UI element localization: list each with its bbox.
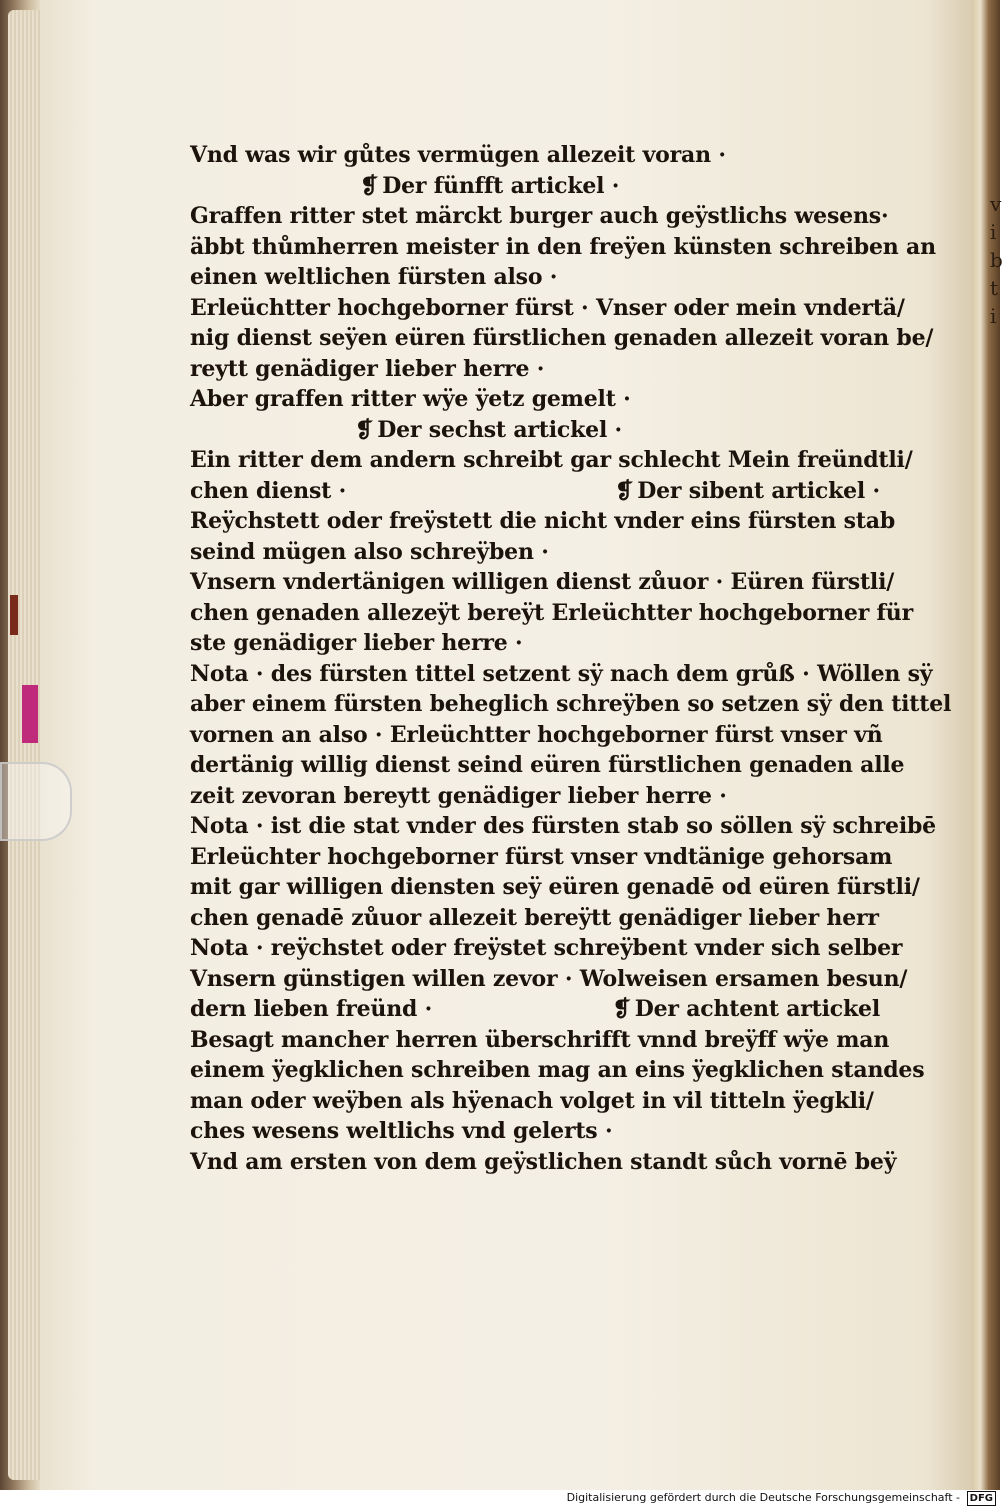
- text-line: Vnsern vndertänigen willigen dienst zůuor · Eüren fürstli/: [190, 569, 895, 595]
- text-line: Reÿchstett oder freÿstett die nicht vnder eins fürsten stab: [190, 508, 896, 534]
- text-line: reytt genädiger lieber herre ·: [190, 355, 545, 382]
- margin-glyph: i: [990, 304, 997, 328]
- text-line: Nota · ist die stat vnder des fürsten stab so söllen sÿ schreibē: [190, 813, 936, 839]
- facing-page-margin-text: [990, 190, 1003, 330]
- text-line: dertänig willig dienst seind eüren fürstlichen genaden alle: [190, 752, 905, 778]
- text-line: chen genadē zůuor allezeit bereÿtt genädiger lieber herr: [190, 904, 879, 931]
- page-text-block: [190, 140, 952, 1177]
- text-line: Vnd am ersten von dem geÿstlichen standt sůch vornē beÿ: [190, 1148, 897, 1175]
- footer-credit-text: Digitalisierung gefördert durch die Deutsche Forschungsgemeinschaft -: [566, 1491, 960, 1504]
- text-line: Vnsern günstigen willen zevor · Wolweisen ersamen besun/: [190, 965, 908, 992]
- pilcrow-icon: ❡: [360, 172, 379, 199]
- margin-glyph: t: [990, 276, 999, 300]
- page-clip: [0, 762, 72, 841]
- section-heading: [190, 415, 890, 446]
- pilcrow-icon: ❡: [615, 477, 634, 504]
- text-line: Vnd was wir gůtes vermügen allezeit voran ·: [190, 142, 726, 168]
- line-text: chen dienst ·: [190, 477, 347, 504]
- text-line: Graffen ritter stet märckt burger auch geÿstlichs wesens·: [190, 203, 889, 229]
- pilcrow-icon: ❡: [612, 996, 631, 1022]
- section-heading: [190, 171, 890, 202]
- text-line: Besagt mancher herren überschrifft vnnd breÿff wÿe man: [190, 1026, 890, 1053]
- pilcrow-icon: ❡: [355, 416, 374, 443]
- text-line: seind mügen also schreÿben ·: [190, 538, 549, 565]
- text-line: ches wesens weltlichs vnd gelerts ·: [190, 1118, 613, 1144]
- text-line: vornen an also · Erleüchtter hochgeborner fürst vnser vñ: [190, 721, 883, 748]
- margin-glyph: i: [990, 220, 997, 244]
- margin-glyph: v: [990, 192, 1002, 216]
- text-line: ste genädiger lieber herre ·: [190, 630, 523, 656]
- text-line: Aber graffen ritter wÿe ÿetz gemelt ·: [190, 386, 631, 412]
- text-line: Erleüchtter hochgeborner fürst · Vnser oder mein vndertä/: [190, 294, 905, 321]
- text-line: chen genaden allezeÿt bereÿt Erleüchtter hochgeborner für: [190, 599, 913, 626]
- text-line: äbbt thůmherren meister in den freÿen künsten schreiben an: [190, 233, 936, 260]
- heading-text: Der sibent artickel ·: [637, 477, 880, 504]
- heading-text: Der fünfft artickel ·: [382, 172, 620, 199]
- text-line: Nota · reÿchstet oder freÿstet schreÿbent vnder sich selber: [190, 935, 903, 961]
- text-line: einen weltlichen fürsten also ·: [190, 264, 558, 290]
- text-line: man oder weÿben als hÿenach volget in vil titteln ÿegkli/: [190, 1087, 874, 1114]
- pink-bookmark-strip: [22, 685, 38, 743]
- section-heading: [612, 994, 890, 1025]
- dfg-logo: DFG: [967, 1491, 996, 1506]
- section-heading: [615, 476, 890, 507]
- text-line: mit gar willigen diensten seÿ eüren genadē od eüren fürstli/: [190, 874, 920, 900]
- text-line: aber einem fürsten beheglich schreÿben so setzen sÿ den tittel: [190, 691, 952, 717]
- text-line: nig dienst seÿen eüren fürstlichen genaden allezeit voran be/: [190, 325, 934, 351]
- text-line: zeit zevoran bereytt genädiger lieber herre ·: [190, 782, 727, 809]
- text-line: [190, 994, 890, 1025]
- text-line: Ein ritter dem andern schreibt gar schlecht Mein freündtli/: [190, 447, 913, 473]
- text-line: Erleüchter hochgeborner fürst vnser vndtänige gehorsam: [190, 843, 893, 870]
- text-line: einem ÿegklichen schreiben mag an eins ÿegklichen standes: [190, 1057, 925, 1083]
- left-page-stack: [8, 10, 40, 1480]
- text-line: [190, 476, 890, 507]
- text-line: Nota · des fürsten tittel setzent sÿ nach dem grůß · Wöllen sÿ: [190, 660, 933, 687]
- digitization-footer: [0, 1490, 1000, 1507]
- red-bookmark-strip: [10, 595, 18, 635]
- heading-text: Der achtent artickel: [634, 996, 880, 1022]
- margin-glyph: b: [990, 248, 1003, 272]
- heading-text: Der sechst artickel ·: [377, 416, 623, 443]
- line-text: dern lieben freünd ·: [190, 996, 433, 1022]
